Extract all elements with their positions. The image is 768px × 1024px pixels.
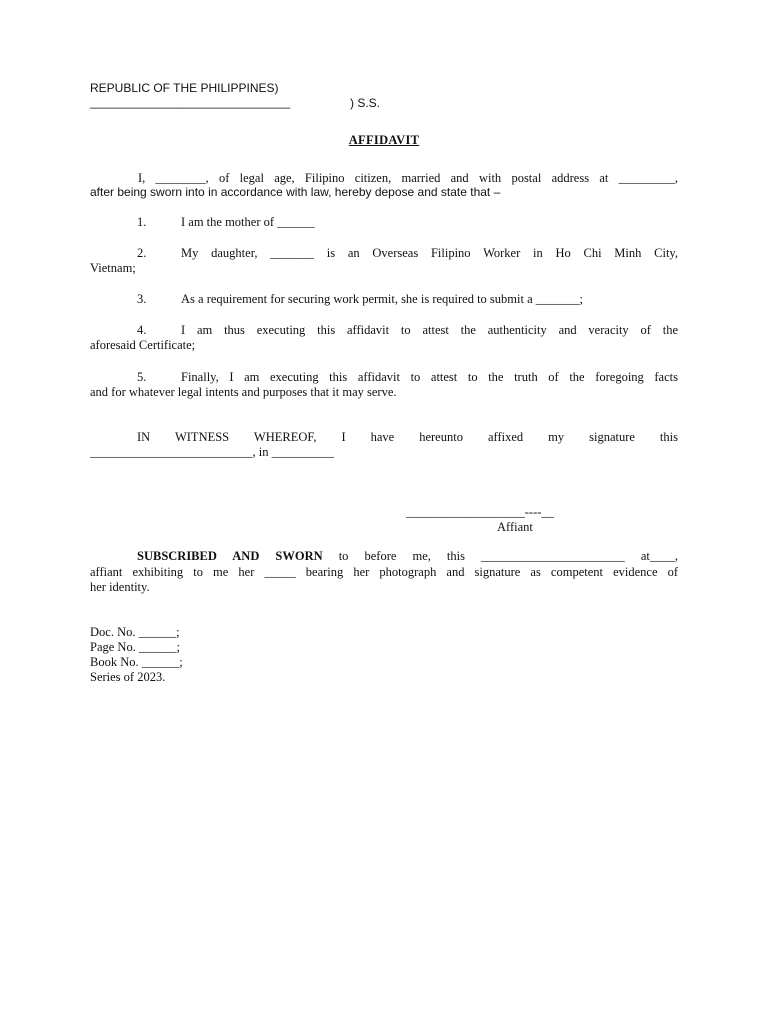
item-text-continued: and for whatever legal intents and purposes that it may serve. xyxy=(90,385,397,399)
doc-number: Doc. No. ______; xyxy=(90,625,180,639)
document-title: AFFIDAVIT xyxy=(348,133,420,147)
item-text: My daughter, _______ is an Overseas Filipino Worker in Ho Chi Minh City, xyxy=(181,246,678,260)
item-text: I am thus executing this affidavit to attest the authenticity and veracity of the xyxy=(181,323,678,337)
item-number: 3. xyxy=(137,292,147,306)
item-text-continued: Vietnam; xyxy=(90,261,136,275)
item-number: 5. xyxy=(137,370,147,384)
item-text: Finally, I am executing this affidavit to attest to the truth of the foregoing facts xyxy=(181,370,678,384)
ss-label: ) S.S. xyxy=(350,96,381,110)
jurat-line-1 xyxy=(137,549,678,565)
item-number: 2. xyxy=(137,246,147,260)
item-text: I am the mother of ______ xyxy=(181,215,315,229)
book-number: Book No. ______; xyxy=(90,655,183,669)
item-number: 4. xyxy=(137,323,147,337)
venue-blank: ______________________________ xyxy=(90,95,291,109)
jurat-line-2: affiant exhibiting to me her _____ bearing her photograph and signature as competent evidence of xyxy=(90,565,678,579)
jurat-line-1-rest: to before me, this _______________________ at____, xyxy=(322,549,679,563)
series-year: Series of 2023. xyxy=(90,670,166,684)
page-number: Page No. ______; xyxy=(90,640,180,654)
intro-line-2: after being sworn into in accordance with law, hereby depose and state that – xyxy=(90,185,501,199)
republic-header: REPUBLIC OF THE PHILIPPINES) xyxy=(90,81,279,95)
item-text-continued: aforesaid Certificate; xyxy=(90,338,196,352)
affiant-label: Affiant xyxy=(497,520,533,534)
jurat-line-3: her identity. xyxy=(90,580,150,594)
item-number: 1. xyxy=(137,215,147,229)
signature-line: ___________________----__ xyxy=(406,505,554,519)
intro-line-1: I, ________, of legal age, Filipino citizen, married and with postal address at _________, xyxy=(138,171,678,185)
witness-line-1: IN WITNESS WHEREOF, I have hereunto affixed my signature this xyxy=(137,430,678,444)
item-text: As a requirement for securing work permit, she is required to submit a _______; xyxy=(181,292,583,306)
jurat-bold-lead: SUBSCRIBED AND SWORN xyxy=(137,549,323,563)
witness-line-2: __________________________, in __________ xyxy=(90,445,335,459)
